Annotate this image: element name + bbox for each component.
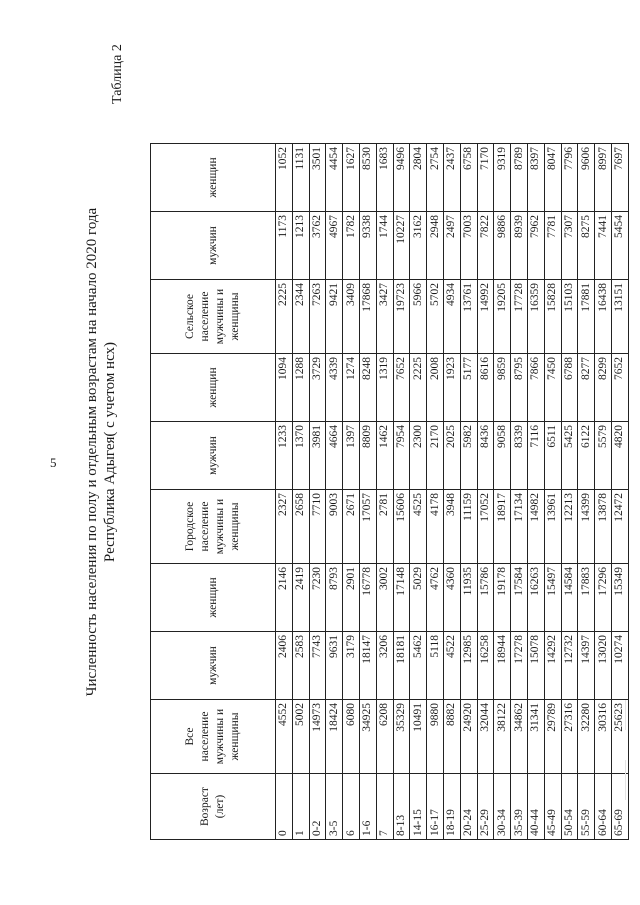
value-cell: 7743 — [309, 632, 326, 700]
value-cell: 7003 — [460, 212, 477, 280]
value-cell: 8997 — [595, 144, 612, 212]
table-row — [494, 144, 511, 840]
value-cell: 3729 — [309, 354, 326, 422]
value-cell: 9058 — [494, 422, 511, 490]
value-cell: 9421 — [326, 280, 343, 354]
age-group-cell: 30-34 — [494, 774, 511, 840]
value-cell: 17052 — [477, 490, 494, 564]
value-cell: 6208 — [376, 700, 393, 774]
value-cell: 9859 — [494, 354, 511, 422]
value-cell: 6122 — [578, 422, 595, 490]
column-header: мужчин — [151, 632, 276, 700]
value-cell: 14584 — [561, 564, 578, 632]
table-row — [410, 144, 427, 840]
value-cell: 5462 — [410, 632, 427, 700]
value-cell: 1782 — [343, 212, 360, 280]
table-row — [561, 144, 578, 840]
value-cell: 8299 — [595, 354, 612, 422]
value-cell: 8339 — [511, 422, 528, 490]
table-row — [477, 144, 494, 840]
age-group-cell: 7 — [376, 774, 393, 840]
age-group-cell: 1 — [292, 774, 309, 840]
value-cell: 2948 — [427, 212, 444, 280]
scan-mark — [625, 700, 626, 730]
value-cell: 14292 — [544, 632, 561, 700]
value-cell: 3179 — [343, 632, 360, 700]
value-cell: 9880 — [427, 700, 444, 774]
value-cell: 8809 — [359, 422, 376, 490]
value-cell: 17728 — [511, 280, 528, 354]
value-cell: 2327 — [276, 490, 293, 564]
value-cell: 17584 — [511, 564, 528, 632]
value-cell: 1233 — [276, 422, 293, 490]
value-cell: 4664 — [326, 422, 343, 490]
value-cell: 18917 — [494, 490, 511, 564]
value-cell: 12985 — [460, 632, 477, 700]
value-cell: 4552 — [276, 700, 293, 774]
value-cell: 6511 — [544, 422, 561, 490]
column-header: женщин — [151, 354, 276, 422]
value-cell: 2497 — [443, 212, 460, 280]
value-cell: 2437 — [443, 144, 460, 212]
value-cell: 8795 — [511, 354, 528, 422]
table-row — [578, 144, 595, 840]
age-group-cell: 25-29 — [477, 774, 494, 840]
value-cell: 12472 — [611, 490, 628, 564]
table-row — [511, 144, 528, 840]
age-group-cell: 3-5 — [326, 774, 343, 840]
value-cell: 8939 — [511, 212, 528, 280]
value-cell: 1627 — [343, 144, 360, 212]
value-cell: 3162 — [410, 212, 427, 280]
value-cell: 4762 — [427, 564, 444, 632]
value-cell: 7781 — [544, 212, 561, 280]
value-cell: 2583 — [292, 632, 309, 700]
value-cell: 18424 — [326, 700, 343, 774]
age-group-cell: 20-24 — [460, 774, 477, 840]
value-cell: 16263 — [527, 564, 544, 632]
value-cell: 7230 — [309, 564, 326, 632]
value-cell: 2419 — [292, 564, 309, 632]
value-cell: 2225 — [276, 280, 293, 354]
value-cell: 2025 — [443, 422, 460, 490]
table-row — [460, 144, 477, 840]
value-cell: 7796 — [561, 144, 578, 212]
value-cell: 10491 — [410, 700, 427, 774]
value-cell: 13151 — [611, 280, 628, 354]
value-cell: 1288 — [292, 354, 309, 422]
column-header: Городское население мужчины и женщины — [151, 490, 276, 564]
value-cell: 25623 — [611, 700, 628, 774]
scan-mark — [625, 760, 626, 800]
value-cell: 8248 — [359, 354, 376, 422]
value-cell: 17134 — [511, 490, 528, 564]
age-group-cell: 14-15 — [410, 774, 427, 840]
value-cell: 3002 — [376, 564, 393, 632]
value-cell: 19723 — [393, 280, 410, 354]
value-cell: 13020 — [595, 632, 612, 700]
value-cell: 15103 — [561, 280, 578, 354]
value-cell: 2170 — [427, 422, 444, 490]
value-cell: 12732 — [561, 632, 578, 700]
table-row — [376, 144, 393, 840]
value-cell: 9338 — [359, 212, 376, 280]
value-cell: 14992 — [477, 280, 494, 354]
value-cell: 9003 — [326, 490, 343, 564]
value-cell: 5177 — [460, 354, 477, 422]
value-cell: 1683 — [376, 144, 393, 212]
value-cell: 6758 — [460, 144, 477, 212]
value-cell: 17881 — [578, 280, 595, 354]
value-cell: 7866 — [527, 354, 544, 422]
value-cell: 15606 — [393, 490, 410, 564]
value-cell: 5002 — [292, 700, 309, 774]
value-cell: 9496 — [393, 144, 410, 212]
age-group-cell: 8-13 — [393, 774, 410, 840]
value-cell: 31341 — [527, 700, 544, 774]
value-cell: 18147 — [359, 632, 376, 700]
value-cell: 19205 — [494, 280, 511, 354]
value-cell: 7710 — [309, 490, 326, 564]
value-cell: 32044 — [477, 700, 494, 774]
value-cell: 2901 — [343, 564, 360, 632]
table-row — [443, 144, 460, 840]
value-cell: 1213 — [292, 212, 309, 280]
table-row — [393, 144, 410, 840]
value-cell: 1319 — [376, 354, 393, 422]
value-cell: 15786 — [477, 564, 494, 632]
value-cell: 5425 — [561, 422, 578, 490]
table-body — [276, 144, 629, 840]
value-cell: 19178 — [494, 564, 511, 632]
value-cell: 4820 — [611, 422, 628, 490]
value-cell: 11159 — [460, 490, 477, 564]
value-cell: 4178 — [427, 490, 444, 564]
value-cell: 16438 — [595, 280, 612, 354]
value-cell: 2344 — [292, 280, 309, 354]
value-cell: 32280 — [578, 700, 595, 774]
table-header-row — [151, 144, 276, 840]
value-cell: 2658 — [292, 490, 309, 564]
value-cell: 3427 — [376, 280, 393, 354]
column-header: женщин — [151, 144, 276, 212]
value-cell: 5118 — [427, 632, 444, 700]
value-cell: 13878 — [595, 490, 612, 564]
value-cell: 14397 — [578, 632, 595, 700]
value-cell: 5454 — [611, 212, 628, 280]
age-group-cell: 50-54 — [561, 774, 578, 840]
age-group-cell: 65-69 — [611, 774, 628, 840]
value-cell: 24920 — [460, 700, 477, 774]
table-row — [595, 144, 612, 840]
value-cell: 1052 — [276, 144, 293, 212]
table-row — [343, 144, 360, 840]
value-cell: 34862 — [511, 700, 528, 774]
value-cell: 4522 — [443, 632, 460, 700]
column-header: мужчин — [151, 422, 276, 490]
value-cell: 4934 — [443, 280, 460, 354]
value-cell: 8436 — [477, 422, 494, 490]
column-header: Все население мужчины и женщины — [151, 700, 276, 774]
value-cell: 7263 — [309, 280, 326, 354]
value-cell: 17278 — [511, 632, 528, 700]
value-cell: 6080 — [343, 700, 360, 774]
value-cell: 2754 — [427, 144, 444, 212]
value-cell: 2300 — [410, 422, 427, 490]
value-cell: 4967 — [326, 212, 343, 280]
value-cell: 5029 — [410, 564, 427, 632]
value-cell: 5702 — [427, 280, 444, 354]
age-group-cell: 6 — [343, 774, 360, 840]
age-group-cell: 0-2 — [309, 774, 326, 840]
value-cell: 35329 — [393, 700, 410, 774]
value-cell: 6788 — [561, 354, 578, 422]
value-cell: 7170 — [477, 144, 494, 212]
value-cell: 1462 — [376, 422, 393, 490]
value-cell: 4454 — [326, 144, 343, 212]
value-cell: 13761 — [460, 280, 477, 354]
value-cell: 18944 — [494, 632, 511, 700]
age-group-cell: 35-39 — [511, 774, 528, 840]
age-group-cell: 16-17 — [427, 774, 444, 840]
value-cell: 1131 — [292, 144, 309, 212]
value-cell: 7652 — [611, 354, 628, 422]
value-cell: 2146 — [276, 564, 293, 632]
value-cell: 4339 — [326, 354, 343, 422]
column-header: мужчин — [151, 212, 276, 280]
age-group-cell: 1-6 — [359, 774, 376, 840]
age-group-cell: 60-64 — [595, 774, 612, 840]
value-cell: 27316 — [561, 700, 578, 774]
table-row — [527, 144, 544, 840]
value-cell: 14973 — [309, 700, 326, 774]
table-label: Таблица 2 — [110, 44, 125, 104]
value-cell: 5966 — [410, 280, 427, 354]
value-cell: 3948 — [443, 490, 460, 564]
value-cell: 8882 — [443, 700, 460, 774]
value-cell: 7116 — [527, 422, 544, 490]
value-cell: 1923 — [443, 354, 460, 422]
value-cell: 4360 — [443, 564, 460, 632]
value-cell: 16258 — [477, 632, 494, 700]
value-cell: 15828 — [544, 280, 561, 354]
value-cell: 2406 — [276, 632, 293, 700]
value-cell: 17148 — [393, 564, 410, 632]
value-cell: 34925 — [359, 700, 376, 774]
page-number: 5 — [50, 455, 57, 470]
value-cell: 1094 — [276, 354, 293, 422]
value-cell: 38122 — [494, 700, 511, 774]
value-cell: 2225 — [410, 354, 427, 422]
value-cell: 3206 — [376, 632, 393, 700]
value-cell: 1370 — [292, 422, 309, 490]
value-cell: 16778 — [359, 564, 376, 632]
value-cell: 10274 — [611, 632, 628, 700]
age-group-cell: 40-44 — [527, 774, 544, 840]
value-cell: 9319 — [494, 144, 511, 212]
value-cell: 15349 — [611, 564, 628, 632]
value-cell: 8530 — [359, 144, 376, 212]
value-cell: 2008 — [427, 354, 444, 422]
value-cell: 4525 — [410, 490, 427, 564]
value-cell: 9886 — [494, 212, 511, 280]
value-cell: 8616 — [477, 354, 494, 422]
value-cell: 11935 — [460, 564, 477, 632]
value-cell: 9606 — [578, 144, 595, 212]
value-cell: 8047 — [544, 144, 561, 212]
value-cell: 15078 — [527, 632, 544, 700]
value-cell: 7697 — [611, 144, 628, 212]
rotated-page-content — [75, 12, 640, 892]
value-cell: 17057 — [359, 490, 376, 564]
table-row — [292, 144, 309, 840]
value-cell: 2781 — [376, 490, 393, 564]
table-row — [611, 144, 628, 840]
value-cell: 1173 — [276, 212, 293, 280]
table-row — [309, 144, 326, 840]
value-cell: 12213 — [561, 490, 578, 564]
table-row — [359, 144, 376, 840]
value-cell: 1397 — [343, 422, 360, 490]
value-cell: 17296 — [595, 564, 612, 632]
value-cell: 8397 — [527, 144, 544, 212]
value-cell: 3981 — [309, 422, 326, 490]
value-cell: 3762 — [309, 212, 326, 280]
age-group-cell: 45-49 — [544, 774, 561, 840]
value-cell: 7441 — [595, 212, 612, 280]
column-header: Возраст (лет) — [151, 774, 276, 840]
value-cell: 7962 — [527, 212, 544, 280]
value-cell: 7450 — [544, 354, 561, 422]
value-cell: 30316 — [595, 700, 612, 774]
value-cell: 7822 — [477, 212, 494, 280]
column-header: Сельское население мужчины и женщины — [151, 280, 276, 354]
value-cell: 18181 — [393, 632, 410, 700]
value-cell: 8789 — [511, 144, 528, 212]
value-cell: 5579 — [595, 422, 612, 490]
value-cell: 16359 — [527, 280, 544, 354]
age-group-cell: 55-59 — [578, 774, 595, 840]
column-header: женщин — [151, 564, 276, 632]
value-cell: 13961 — [544, 490, 561, 564]
value-cell: 3409 — [343, 280, 360, 354]
value-cell: 5982 — [460, 422, 477, 490]
table-row — [276, 144, 293, 840]
population-table — [150, 143, 629, 840]
value-cell: 29789 — [544, 700, 561, 774]
value-cell: 9631 — [326, 632, 343, 700]
table-row — [427, 144, 444, 840]
value-cell: 1274 — [343, 354, 360, 422]
value-cell: 7307 — [561, 212, 578, 280]
value-cell: 17868 — [359, 280, 376, 354]
table-row — [326, 144, 343, 840]
value-cell: 14399 — [578, 490, 595, 564]
value-cell: 15497 — [544, 564, 561, 632]
value-cell: 14982 — [527, 490, 544, 564]
age-group-cell: 18-19 — [443, 774, 460, 840]
document-subtitle: Республика Адыгея( с учетом нсх) — [102, 341, 118, 563]
age-group-cell: 0 — [276, 774, 293, 840]
document-title: Численность населения по полу и отдельным возрастам на начало 2020 года — [84, 207, 100, 697]
value-cell: 2804 — [410, 144, 427, 212]
value-cell: 7954 — [393, 422, 410, 490]
value-cell: 10227 — [393, 212, 410, 280]
table-row — [544, 144, 561, 840]
value-cell: 8793 — [326, 564, 343, 632]
value-cell: 17883 — [578, 564, 595, 632]
value-cell: 2671 — [343, 490, 360, 564]
value-cell: 7652 — [393, 354, 410, 422]
value-cell: 8277 — [578, 354, 595, 422]
value-cell: 3501 — [309, 144, 326, 212]
value-cell: 8275 — [578, 212, 595, 280]
value-cell: 1744 — [376, 212, 393, 280]
